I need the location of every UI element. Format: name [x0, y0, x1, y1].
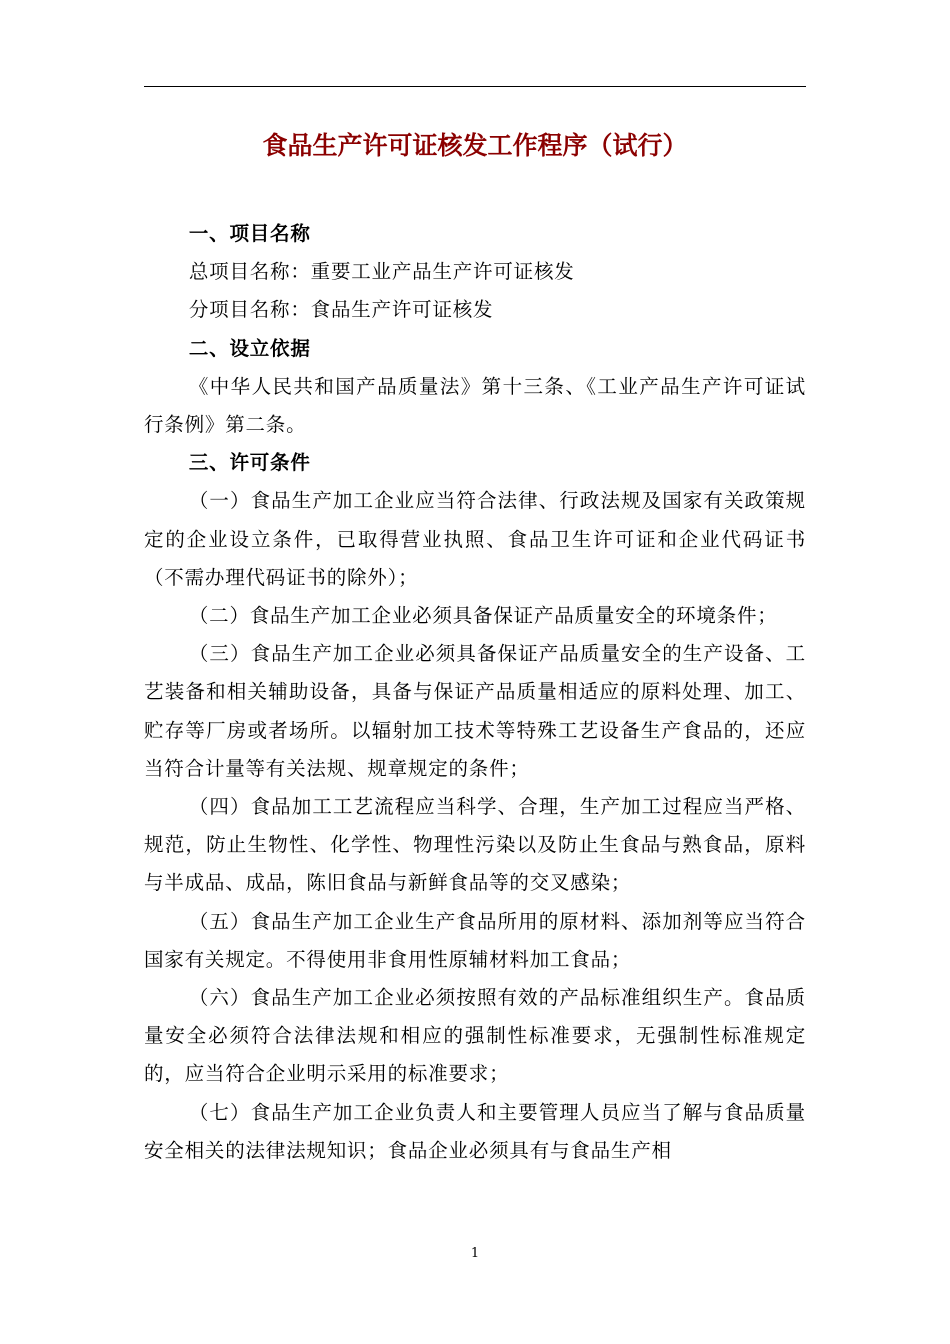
condition-item-7: （七）食品生产加工企业负责人和主要管理人员应当了解与食品质量安全相关的法律法规知识；食品企业必须具有与食品生产相 [144, 1100, 806, 1162]
condition-item-2: （二）食品生产加工企业必须具备保证产品质量安全的环境条件； [188, 604, 778, 628]
paragraph-general-project-name: 总项目名称：重要工业产品生产许可证核发 [188, 260, 575, 284]
paragraph-sub-project-name: 分项目名称：食品生产许可证核发 [188, 298, 494, 322]
condition-item-6: （六）食品生产加工企业必须按照有效的产品标准组织生产。食品质量安全必须符合法律法规和相应的强制性标准要求，无强制性标准规定的，应当符合企业明示采用的标准要求； [144, 986, 806, 1086]
condition-item-3: （三）食品生产加工企业必须具备保证产品质量安全的生产设备、工艺装备和相关辅助设备，具备与保证产品质量相适应的原料处理、加工、贮存等厂房或者场所。以辐射加工技术等特殊工艺设备生产食品的，还应当符合计量等有关法规、规章规定的条件； [144, 642, 806, 780]
paragraph-legal-basis: 《中华人民共和国产品质量法》第十三条、《工业产品生产许可证试行条例》第二条。 [144, 374, 806, 437]
section-heading-project-name: 一、项目名称 [188, 222, 311, 245]
header-rule [144, 86, 806, 87]
page-number: 1 [470, 1246, 480, 1261]
section-heading-license-conditions: 三、许可条件 [188, 451, 311, 475]
condition-item-5: （五）食品生产加工企业生产食品所用的原材料、添加剂等应当符合国家有关规定。不得使用非食用性原辅材料加工食品； [144, 909, 806, 971]
document-body [144, 215, 806, 1170]
section-heading-legal-basis: 二、设立依据 [188, 336, 311, 360]
condition-item-1: （一）食品生产加工企业应当符合法律、行政法规及国家有关政策规定的企业设立条件，已取得营业执照、食品卫生许可证和企业代码证书（不需办理代码证书的除外）； [144, 489, 806, 589]
document-title: 食品生产许可证核发工作程序（试行） [262, 131, 688, 160]
condition-item-4: （四）食品加工工艺流程应当科学、合理，生产加工过程应当严格、规范，防止生物性、化学性、物理性污染以及防止生食品与熟食品，原料与半成品、成品，陈旧食品与新鲜食品等的交叉感染； [144, 795, 806, 895]
